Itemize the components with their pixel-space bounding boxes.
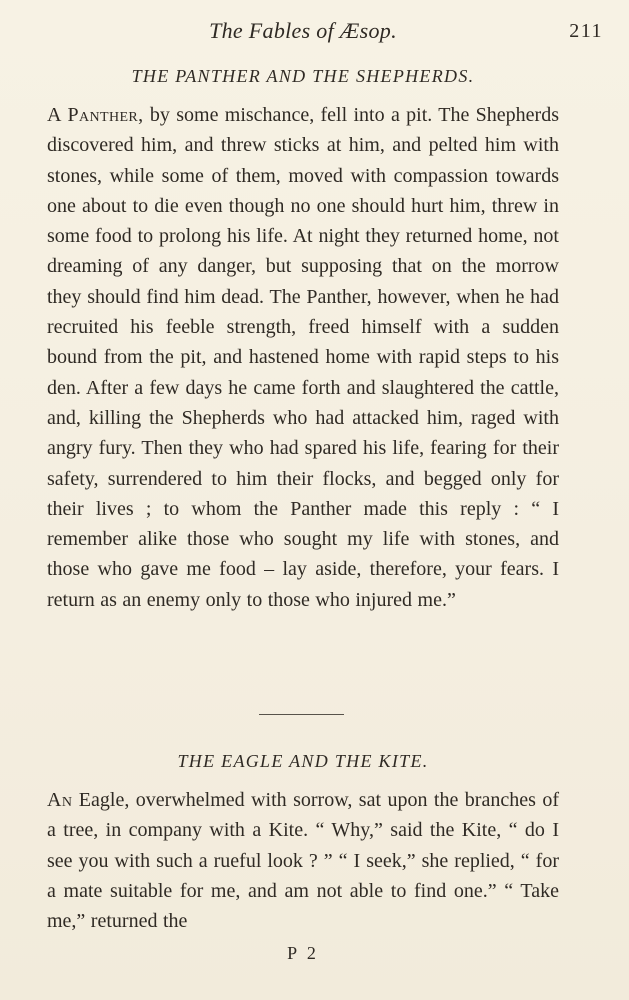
running-title: The Fables of Æsop. <box>209 18 397 43</box>
fable-text-eagle: Eagle, overwhelmed with sorrow, sat upon the branches of a tree, in company with a Kite. “ Why,” said the Kite, “ do I see you with such a rueful look ? ” “ I seek,” she replied, “ for a mate suitable for me, and am not able to find one.” “ Take me,” returned the <box>47 789 559 933</box>
opening-word-eagle: An <box>47 789 73 811</box>
fable-title-eagle: THE EAGLE AND THE KITE. <box>177 751 429 771</box>
signature-mark: P 2 <box>287 943 319 963</box>
opening-word-panther: A Panther, <box>47 104 144 126</box>
fable-text-panther: by some mischance, fell into a pit. The Shepherds discovered him, and threw sticks at him, and pelted him with stones, while some of them, moved with compassion towards one about to die even though no one should hurt him, threw in some food to prolong his life. At night they returned home, not dreaming of any danger, but supposing that on the morrow they should find him dead. The Panther, however, when he had recruited his feeble strength, freed himself with a sudden bound from the pit, and hastened home with rapid steps to his den. After a few days he came forth and slaughtered the cattle, and, killing the Shepherds who had attacked him, raged with angry fury. Then they who had spared his life, fearing for their safety, surrendered to him their flocks, and begged only for their lives ; to whom the Panther made this reply : “ I remember alike those who sought my life with stones, and those who gave me food – lay aside, therefore, your fears. I return as an enemy only to those who injured me.” <box>47 104 559 611</box>
fable-body-panther <box>47 100 559 615</box>
page-header <box>47 15 603 47</box>
fable-title-panther: THE PANTHER AND THE SHEPHERDS. <box>131 66 475 86</box>
page-number: 211 <box>569 20 603 42</box>
fable-body-eagle <box>47 785 559 936</box>
section-divider <box>259 714 344 715</box>
